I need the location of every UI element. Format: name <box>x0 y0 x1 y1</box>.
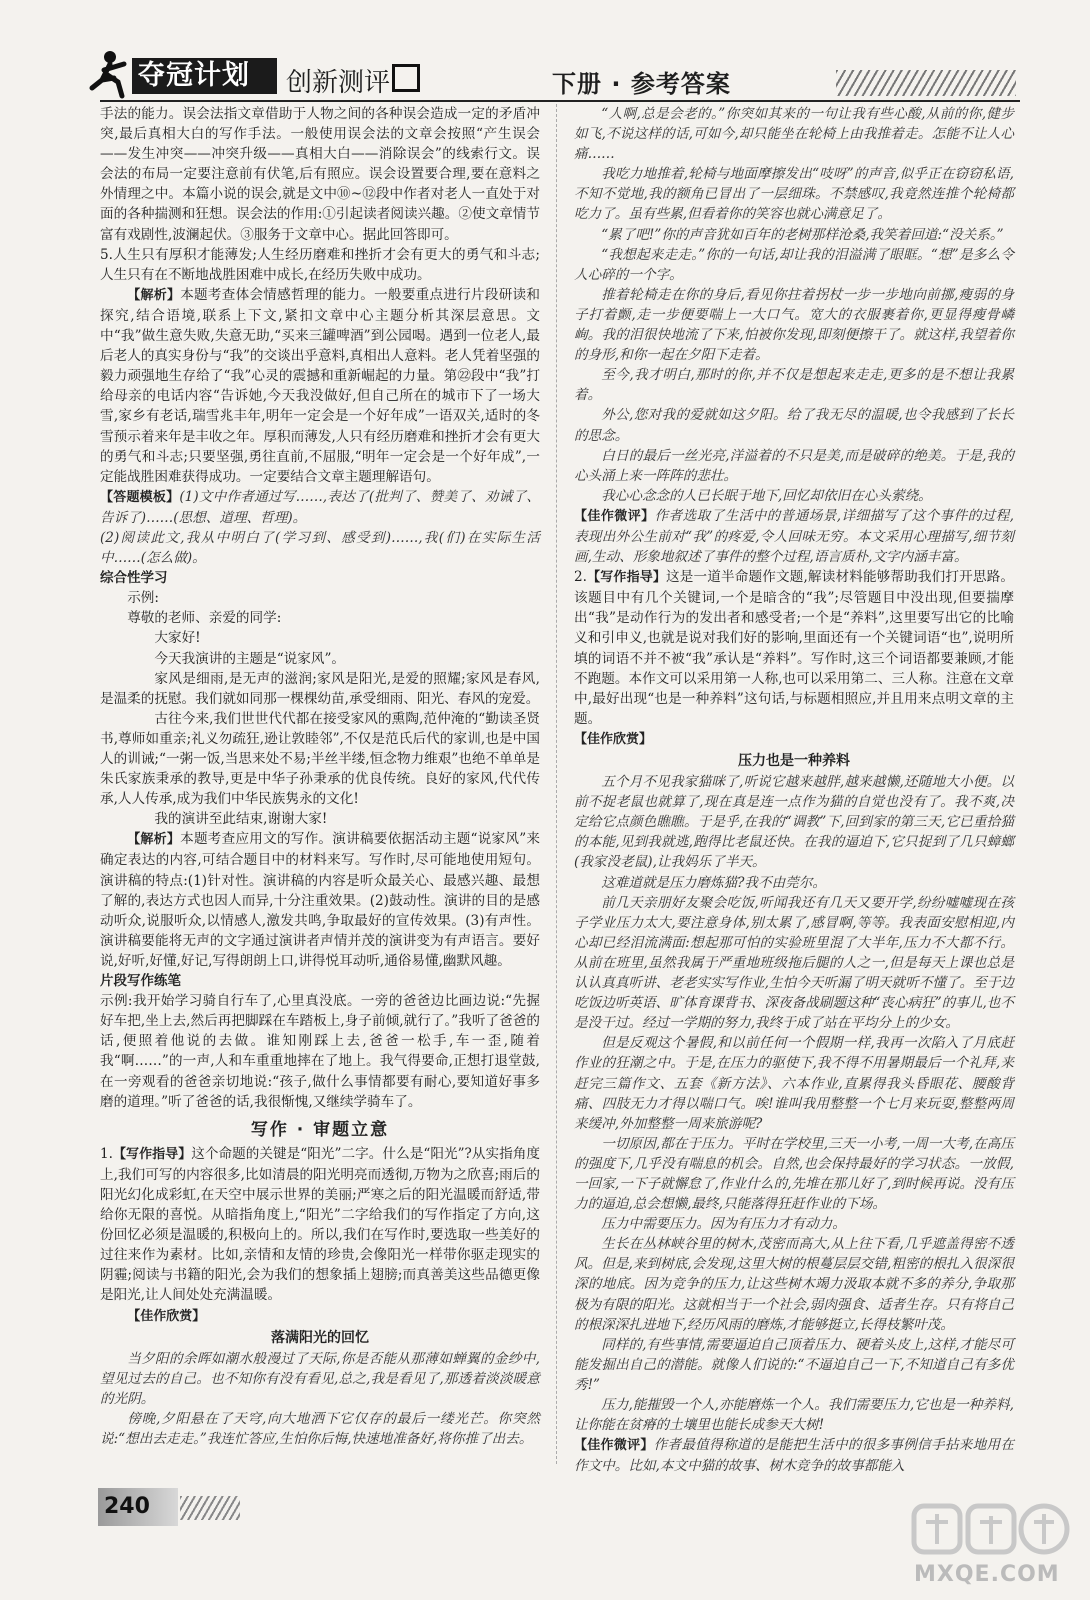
essay-paragraph: 但是反观这个暑假,和以前任何一个假期一样,我再一次陷入了月底赶作业的狂潮之中。于是,在压力的驱使下,我不得不用暑期最后一个礼拜,来赶完三篇作文、五套《新方法》、六本作业,直累得我头昏眼花、腰酸背痛、四肢无力才得以喘口气。唉!谁叫我用整整一个七月来玩耍,整整两周来缓冲,外加整整一周来旅游呢? <box>574 1035 1014 1132</box>
essay-paragraph: 一切原因,都在于压力。平时在学校里,三天一小考,一周一大考,在高压的强度下,几乎没有喘息的机会。自然,也会保持最好的学习状态。一放假,一回家,一下子就懈怠了,作业什么的,先堆在那儿好了,到时候再说。没有压力的逼迫,总会想懒,最终,只能落得狂赶作业的下场。 <box>574 1135 1014 1213</box>
essay-paragraph: 这难道就是压力磨炼猫?我不由莞尔。 <box>601 874 826 891</box>
writing-guide-tag: 【写作指导】 <box>112 1146 192 1162</box>
item-number: 1. <box>100 1145 113 1162</box>
template-paragraph-2: (2)阅读此文,我从中明白了(学习到、感受到)……,我(们)在实际生活中……(怎么做)。 <box>100 529 540 567</box>
analysis-paragraph <box>100 285 540 487</box>
comment-paragraph <box>574 506 1014 567</box>
essay-title-1: 落满阳光的回忆 <box>271 1329 369 1346</box>
analysis-paragraph <box>100 829 540 971</box>
speech-line: 家风是细雨,是无声的滋润;家风是阳光,是爱的照耀;家风是春风,是温柔的抚慰。我们就如同那一棵棵幼苗,承受细雨、阳光、春风的宠爱。 <box>100 670 540 707</box>
footer-decoration <box>180 1496 240 1520</box>
page-number: 240 <box>98 1488 178 1526</box>
header-decoration <box>836 70 1016 96</box>
essay-paragraph: “累了吧!”你的声音犹如百年的老树那样沧桑,我笑着回道:“没关系。” <box>601 226 1004 243</box>
comment-tag: 【佳作微评】 <box>574 508 655 524</box>
comment-text: 作者最值得称道的是能把生活中的很多事例信手拈来地用在作文中。比如,本文中猫的故事、树木竞争的故事都能入 <box>574 1437 1014 1475</box>
header-section-label: 下册 · 参考答案 <box>552 70 731 98</box>
essay-paragraph: 压力,能摧毁一个人,亦能磨炼一个人。我们需要压力,它也是一种养料,让你能在贫瘠的土壤里也能长成参天大树! <box>574 1397 1014 1434</box>
template-paragraph <box>100 487 540 528</box>
watermark-logo-icon <box>910 1500 1070 1562</box>
speech-line: 示例: <box>127 590 159 607</box>
analysis-tag: 【解析】 <box>127 832 181 848</box>
runner-logo-icon <box>88 48 132 100</box>
essay-paragraph: 压力中需要压力。因为有压力才有动力。 <box>601 1216 846 1233</box>
essay-paragraph: 至今,我才明白,那时的你,并不仅是想起来走走,更多的是不想让我累着。 <box>574 367 1014 404</box>
speech-line: 大家好! <box>154 630 201 647</box>
essay-paragraph: 前几天亲朋好友聚会吃饭,听闻我还有几天又要开学,纷纷嘘嘘现在孩子学业压力太大,要注意身体,别太累了,感冒啊,等等。我表面安慰相迎,内心却已经泪流满面:想起那可怕的实验班里混了大半年,压力不大都不行。从前在班里,虽然我属于严重地班级拖后腿的人之一,但是每天上课也总是认认真真听讲、老老实实写作业,生怕今天听漏了明天就听不懂了。至于边吃饭边听英语、旷体育课背书、深夜备战刷题这种“丧心病狂”的事儿,也不是没干过。经过一学期的努力,我终于成了站在平均分上的少女。 <box>574 894 1014 1032</box>
checkbox-mark-icon <box>392 64 420 92</box>
essay-paragraph: 傍晚,夕阳悬在了天穹,向大地洒下它仅存的最后一缕光芒。你突然说:“想出去走走。”我连忙答应,生怕你后悔,快速地准备好,将你推了出去。 <box>100 1411 540 1448</box>
fragment-example: 示例:我开始学习骑自行车了,心里真没底。一旁的爸爸边比画边说:“先握好车把,坐上去,然后再把脚踩在车踏板上,身子前倾,就行了。”我听了爸爸的话,便照着他说的去做。谁知刚踩上去,爸爸一松手,车一歪,随着我“啊……”的一声,人和车重重地摔在了地上。我气得要命,正想打退堂鼓,在一旁观看的爸爸亲切地说:“孩子,做什么事情都要有耐心,要知道好事多磨的道理。”听了爸爸的话,我很惭愧,又继续学骑车了。 <box>100 993 540 1110</box>
writing-guide-2 <box>574 567 1014 729</box>
answer-item-5: 5.人生只有厚积才能薄发;人生经历磨难和挫折才会有更大的勇气和斗志;人生只有在不断地战胜困难中成长,在经历失败中成功。 <box>100 246 540 283</box>
comment-tag: 【佳作微评】 <box>574 1438 654 1454</box>
speech-line: 尊敬的老师、亲爱的同学: <box>127 610 282 627</box>
essay-paragraph: “人啊,总是会老的。”你突如其来的一句让我有些心酸,从前的你,健步如飞,不说这样的话,可如今,却只能坐在轮椅上由我推着走。怎能不让人心痛…… <box>574 106 1014 163</box>
essay-paragraph: 我心心念念的人已长眠于地下,回忆却依旧在心头萦绕。 <box>601 487 932 504</box>
site-watermark <box>900 1500 1075 1595</box>
page-header <box>0 0 1090 110</box>
speech-line: 我的演讲至此结束,谢谢大家! <box>154 811 328 828</box>
essay-title-2: 压力也是一种养料 <box>738 753 850 769</box>
comment-text: 作者选取了生活中的普通场景,详细描写了这个事件的过程,表现出外公生前对“我”的疼爱,令人回味无穷。本文采用心理描写,细节刻画,生动、形象地叙述了事件的整个过程,语言质朴,文字内涵丰富。 <box>574 507 1014 566</box>
showcase-tag: 【佳作欣赏】 <box>574 731 653 747</box>
template-tag: 【答题模板】 <box>100 489 180 505</box>
analysis-tag: 【解析】 <box>127 287 181 303</box>
writing-guide-text: 这是一道半命题作文题,解读材料能够帮助我们打开思路。该题目中有几个关键词,一个是暗含的“我”;尽管题目中没出现,但要揣摩出“我”是动作行为的发出者和感受者;一个是“养料”,这里要写出它的比喻义和引申义,也就是说对我们好的影响,里面还有一个关键词语“也”,说明所填的词语不并不被“我”承认是“养料”。写作时,这三个词语都要兼顾,才能不跑题。本作文可以采用第一人称,也可以采用第二、三人称。注意在文章中,最好出现“也是一种养料”这句话,与标题相照应,并且用来点明文章的主题。 <box>574 569 1014 727</box>
writing-guide-1 <box>100 1144 540 1306</box>
writing-guide-text: 这个命题的关键是“阳光”二字。什么是“阳光”?从实指角度上,我们可写的内容很多,比如清晨的阳光明亮而透彻,万物为之欣喜;雨后的阳光幻化成彩虹,在天空中展示世界的美丽;严寒之后的阳光温暖而舒适,带给你无限的喜悦。从暗指角度上,“阳光”二字给我们的写作指定了方向,这份回忆必须是温暖的,积极向上的。所以,我们在写作时,要选取一些美好的过往来作为素材。比如,亲情和友情的珍贵,会像阳光一样带你驱走现实的阴霾;阅读与书籍的阳光,会为我们的想象插上翅膀;而真善美这些品德更像是阳光,让人间处处充满温暖。 <box>100 1145 540 1304</box>
right-column <box>574 104 1014 1476</box>
essay-paragraph: 当夕阳的余晖如潮水般漫过了天际,你是否能从那薄如蝉翼的金纱中,望见过去的自己。也不知你有没有看见,总之,我是看见了,那透着淡淡暖意的光阴。 <box>100 1350 540 1407</box>
showcase-tag-line <box>100 1306 540 1327</box>
showcase-tag: 【佳作欣赏】 <box>127 1308 206 1324</box>
watermark-text: MXQE.COM <box>914 1562 1060 1587</box>
template-text: (1)文中作者通过写……,表达了(批判了、赞美了、劝诫了、告诉了)……(思想、道理、哲理)。 <box>100 488 540 526</box>
left-column <box>100 104 540 1449</box>
essay-paragraph: 五个月不见我家猫咪了,听说它越来越胖,越来越懒,还随地大小便。以前不捉老鼠也就算了,现在真是连一点作为猫的自觉也没有了。我不爽,决定给它点颜色瞧瞧。于是乎,在我的“调教”下,回到家的第三天,它已重拾猫的本能,见到我就逃,跑得比老鼠还快。在我的逼迫下,它只捉到了几只蟑螂(我家没老鼠),让我妈乐了半天。 <box>574 774 1014 871</box>
writing-guide-tag: 【写作指导】 <box>586 570 667 586</box>
brand-logo: 夺冠计划 <box>132 58 277 94</box>
analysis-text: 本题考查体会情感哲理的能力。一般要重点进行片段研读和探究,结合语境,联系上下文,紧扣文章中心主题分析其深层意思。文中“我”做生意失败,失意无助,“买来三罐啤酒”到公园喝。遇到一位老人,最后老人的真实身份与“我”的交谈出乎意料,真相出人意料。老人凭着坚强的毅力顽强地生存给了“我”心灵的震撼和重新崛起的力量。第㉒段中“我”打给母亲的电话内容“告诉她,今天我没做好,但自己所在的城市下了一场大雪,家乡有老话,瑞雪兆丰年,明年一定会是一个好年成”一语双关,适时的冬雪预示着来年是丰收之年。厚积而薄发,人只有经历磨难和挫折才会有更大的勇气和斗志;只要坚强,勇往直前,不屈服,“明年一定会是一个好年成”,一定能战胜困难获得成功。一定要结合文章主题理解语句。 <box>100 286 540 485</box>
showcase-tag-line <box>574 729 1014 750</box>
comment-paragraph <box>574 1435 1014 1476</box>
essay-paragraph: 同样的,有些事情,需要逼迫自己顶着压力、硬着头皮上,这样,才能尽可能发掘出自己的潜能。就像人们说的:“不逼迫自己一下,不知道自己有多优秀!” <box>574 1336 1014 1393</box>
speech-line: 古往今来,我们世世代代都在接受家风的熏陶,范仲淹的“勤读圣贤书,尊师如重亲;礼义勿疏狂,逊让敦睦邻”,不仅是范氏后代的家训,也是中国人的训诫;“一粥一饭,当思来处不易;半丝半缕,恒念物力维艰”也绝不单单是朱氏家族秉承的教导,更是中华子孙秉承的优良传统。良好的家风,代代传承,人人传承,成为我们中华民族隽永的文化! <box>100 710 540 808</box>
essay-paragraph: 我吃力地推着,轮椅与地面摩擦发出“吱呀”的声音,似乎正在窃窃私语,不知不觉地,我的额角已冒出了一层细珠。不禁感叹,我竟然连推个轮椅都吃力了。虽有些累,但看着你的笑容也就心满意足了。 <box>574 166 1014 223</box>
column-divider <box>556 104 557 1464</box>
speech-line: 今天我演讲的主题是“说家风”。 <box>154 650 346 667</box>
answer-paragraph: 手法的能力。误会法指文章借助于人物之间的各种误会造成一定的矛盾冲突,最后真相大白的写作手法。一般使用误会法的文章会按照“产生误会——发生冲突——冲突升级——真相大白——消除误会”的线索行文。误会法的布局一定要注意前有伏笔,后有照应。误会设置要合理,要在意料之外情理之中。本篇小说的误会,就是文中⑩~⑫段中作者对老人一直处于对面的各种揣测和狂想。误会法的作用:①引起读者阅读兴趣。②使文章情节富有戏剧性,波澜起伏。③服务于文章中心。据此回答即可。 <box>100 106 540 243</box>
section-heading-fragment: 片段写作练笔 <box>100 973 181 990</box>
header-rule <box>100 100 1020 102</box>
analysis-text: 本题考查应用文的写作。演讲稿要依据活动主题“说家风”来确定表达的内容,可结合题目中的材料来写。写作时,尽可能地使用短句。演讲稿的特点:(1)针对性。演讲稿的内容是听众最关心、最感兴趣、最想了解的,表达方式也因人而异,十分注重效果。(2)鼓动性。演讲的目的是感动听众,说服听众,以情感人,激发共鸣,争取最好的宣传效果。(3)有声性。演讲稿要能将无声的文字通过演讲者声情并茂的演讲变为有声语言。要好说,好听,好懂,好记,写得朗朗上口,讲得悦耳动听,通俗易懂,幽默风趣。 <box>100 831 540 969</box>
essay-paragraph: “我想起来走走。”你的一句话,却让我的泪溢满了眼眶。“想”是多么令人心碎的一个字。 <box>574 246 1014 283</box>
essay-paragraph: 推着轮椅走在你的身后,看见你拄着拐杖一步一步地向前挪,瘦弱的身子打着颤,走一步便要喘上一大口气。宽大的衣服裹着你,更显得瘦骨嶙峋。我的泪很快地流了下来,怕被你发现,即刻便擦干了。就这样,我望着你的身形,和你一起在夕阳下走着。 <box>574 286 1014 364</box>
section-heading-comprehensive: 综合性学习 <box>100 570 168 587</box>
section-title-writing: 写作 · 审题立意 <box>250 1119 390 1140</box>
essay-paragraph: 外公,您对我的爱就如这夕阳。给了我无尽的温暖,也令我感到了长长的思念。 <box>574 407 1014 444</box>
essay-paragraph: 生长在丛林峡谷里的树木,茂密而高大,从上往下看,几乎遮盖得密不透风。但是,来到树底,会发现,这里大树的根蔓层层交错,粗密的根扎入很深很深的地底。因为竞争的压力,让这些树木竭力汲取本就不多的养分,争取那极为有限的阳光。这就相当于一个社会,弱肉强食、适者生存。只有将自己的根深深扎进地下,经历风雨的磨炼,才能够挺立,长得枝繁叶茂。 <box>574 1236 1014 1333</box>
item-number: 2. <box>574 569 587 586</box>
essay-paragraph: 白日的最后一丝光亮,洋溢着的不只是美,而是破碎的绝美。于是,我的心头涌上来一阵阵的悲壮。 <box>574 447 1014 484</box>
series-subtitle: 创新测评 <box>286 68 391 98</box>
